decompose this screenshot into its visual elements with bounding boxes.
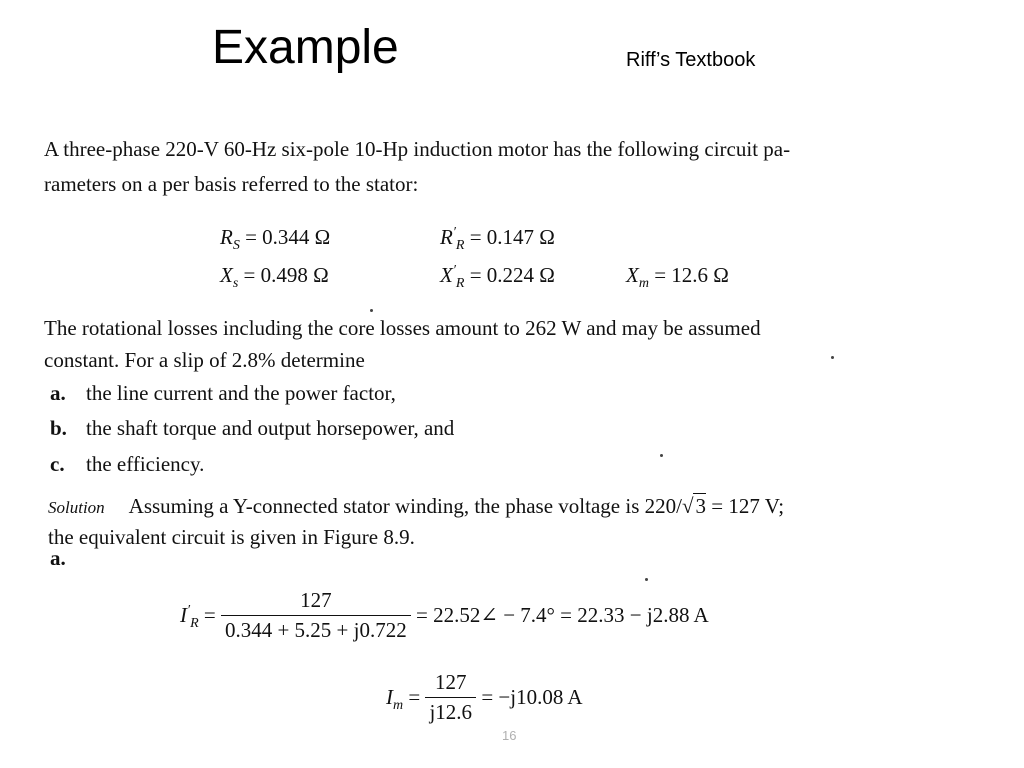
- slide-title: Example: [212, 21, 399, 74]
- scan-speck: [660, 454, 663, 457]
- item-text: the shaft torque and output horsepower, and: [86, 416, 455, 440]
- list-item: [50, 381, 396, 406]
- xm-symbol: $X_m$: [626, 263, 649, 291]
- problem-line-4: constant. For a slip of 2.8% determine: [44, 348, 365, 372]
- item-text: the line current and the power factor,: [86, 381, 396, 405]
- problem-line-1: A three-phase 220-V 60-Hz six-pole 10-Hp induction motor has the following circuit pa-: [44, 137, 791, 161]
- list-item: [50, 416, 454, 441]
- xm-value: = 12.6 Ω: [654, 263, 729, 287]
- param-xr: [440, 263, 555, 291]
- xr-value: = 0.224 Ω: [469, 263, 555, 287]
- denominator: j12.6: [425, 697, 476, 725]
- param-rs: [220, 225, 331, 253]
- solution-line-1: Solution Assuming a Y-connected stator winding, the phase voltage is 220/√3 = 127 V;: [48, 494, 785, 518]
- equation-result: = 22.52∠ − 7.4° = 22.33 − j2.88 A: [416, 603, 709, 627]
- scan-speck: [831, 356, 834, 359]
- rs-symbol: $R_S$: [220, 225, 240, 253]
- solution-part-marker: a.: [50, 546, 66, 570]
- page-number: 16: [502, 728, 517, 743]
- param-xm: [626, 263, 729, 291]
- item-marker: b.: [50, 416, 67, 440]
- fraction: [425, 670, 476, 725]
- xr-symbol: $X'_R$: [440, 263, 465, 291]
- slide-source: Riff’s Textbook: [626, 49, 756, 71]
- param-xs: [220, 263, 329, 291]
- xs-symbol: $X_s$: [220, 263, 239, 291]
- im-symbol: $I_m$: [386, 685, 404, 713]
- list-item: [50, 452, 204, 477]
- equation-magnetizing-current: $I_m$ = $\frac{127}{j12.6}$ = −j10.08 A: [386, 670, 583, 724]
- item-text: the efficiency.: [86, 452, 205, 476]
- equation-result: = −j10.08 A: [481, 685, 583, 709]
- fraction: [221, 588, 411, 643]
- numerator: 127: [300, 588, 332, 612]
- scan-speck: [370, 309, 373, 312]
- numerator: 127: [435, 670, 467, 694]
- item-marker: a.: [50, 381, 66, 405]
- rr-symbol: $R'_R$: [440, 225, 465, 253]
- param-rr: [440, 225, 555, 253]
- equation-rotor-current: $I'_R$ = $\frac{127}{0.344 + 5.25 + j0.722}$ = 22.52∠ − 7.4° = 22.33 − j2.88 A: [180, 588, 709, 642]
- denominator: 0.344 + 5.25 + j0.722: [221, 615, 411, 643]
- problem-line-3: The rotational losses including the core losses amount to 262 W and may be assumed: [44, 316, 761, 340]
- solution-line-2: the equivalent circuit is given in Figure 8.9.: [48, 525, 415, 549]
- ir-symbol: $I'_R$: [180, 603, 199, 631]
- item-marker: c.: [50, 452, 65, 476]
- sqrt-radicand: 3: [695, 494, 706, 518]
- problem-line-2: rameters on a per basis referred to the stator:: [44, 172, 419, 196]
- rs-value: = 0.344 Ω: [245, 225, 331, 249]
- scan-speck: [645, 578, 648, 581]
- rr-value: = 0.147 Ω: [469, 225, 555, 249]
- xs-value: = 0.498 Ω: [243, 263, 329, 287]
- solution-label: Solution: [48, 498, 105, 517]
